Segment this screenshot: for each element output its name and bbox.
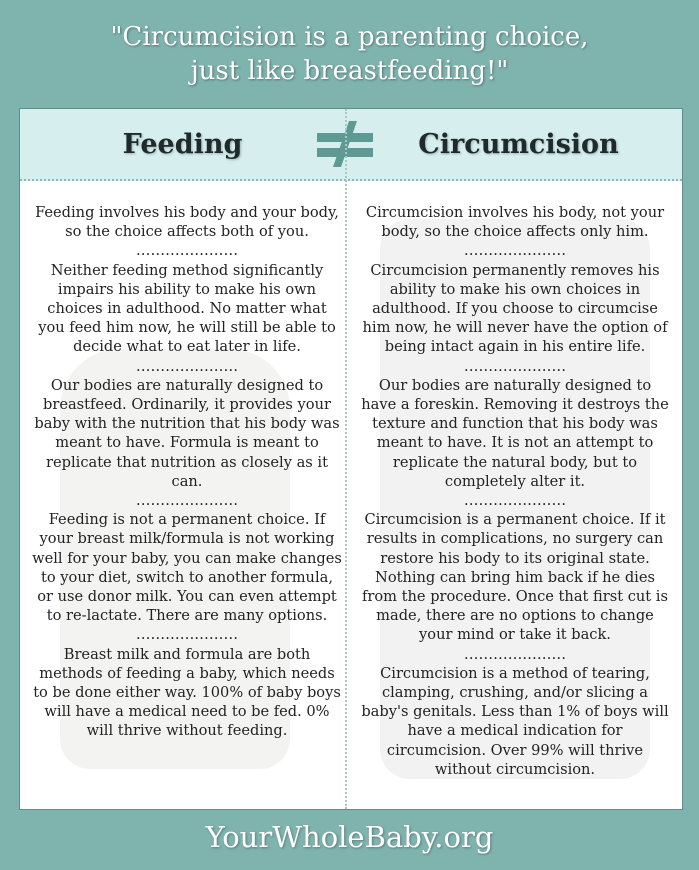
circumcision-heading: Circumcision (418, 129, 619, 160)
circumcision-column (360, 203, 670, 779)
title-line-2: just like breastfeeding!" (190, 56, 509, 86)
separator: ………………… (463, 357, 567, 375)
circumcision-point-2: Circumcision permanently removes his ability to make his own choices in adulthood. If you choose to circumcise him now, he will never have the option of being intact again in his entire life. (362, 261, 668, 356)
circumcision-point-5: Circumcision is a method of tearing, clamping, crushing, and/or slicing a baby's genitals. Less than 1% of boys will have a medical indication for circumcision. Over 99% will thrive without circumcision. (361, 664, 669, 778)
feeding-point-4: Feeding is not a permanent choice. If your breast milk/formula is not working well for your baby, you can make changes to your diet, switch to another formula, or use donor milk. You can even attempt to re-lactate. There are many options. (32, 511, 342, 625)
title-line-1: "Circumcision is a parenting choice, (110, 22, 589, 52)
separator: ………………… (463, 645, 567, 663)
separator: ………………… (463, 492, 567, 510)
feeding-heading: Feeding (122, 129, 243, 160)
brand-footer: YourWholeBaby.org (205, 820, 494, 854)
feeding-point-3: Our bodies are naturally designed to breastfeed. Ordinarily, it provides your baby with the nutrition that his body was meant to have. Formula is meant to replicate that nutrition as closely as it can. (34, 376, 340, 490)
separator: ………………… (463, 242, 567, 260)
circumcision-point-4: Circumcision is a permanent choice. If it results in complications, no surgery can restore his body to its original state. Nothing can bring him back if he dies from the procedure. Once that first cut is made, there are no options to change your mind or take it back. (362, 511, 668, 644)
separator: ………………… (135, 242, 239, 260)
separator: ………………… (135, 492, 239, 510)
separator: ………………… (135, 626, 239, 644)
column-header-band (20, 109, 682, 181)
poster-title (0, 20, 699, 88)
separator: ………………… (135, 357, 239, 375)
column-divider (345, 109, 347, 809)
feeding-point-2: Neither feeding method significantly impairs his ability to make his own choices in adulthood. No matter what you feed him now, he will still be able to decide what to eat later in life. (38, 261, 336, 356)
comparison-panel (19, 108, 683, 810)
circumcision-point-3: Our bodies are naturally designed to have a foreskin. Removing it destroys the texture and function that his body was meant to have. It is not an attempt to replicate the natural body, but to completely alter it. (361, 376, 669, 490)
feeding-point-5: Breast milk and formula are both methods of feeding a baby, which needs to be done either way. 100% of baby boys will have a medical need to be fed. 0% will thrive without feeding. (33, 645, 341, 740)
feeding-point-1: Feeding involves his body and your body, so the choice affects both of you. (35, 204, 339, 241)
circumcision-point-1: Circumcision involves his body, not your body, so the choice affects only him. (365, 204, 665, 241)
feeding-column (32, 203, 342, 741)
